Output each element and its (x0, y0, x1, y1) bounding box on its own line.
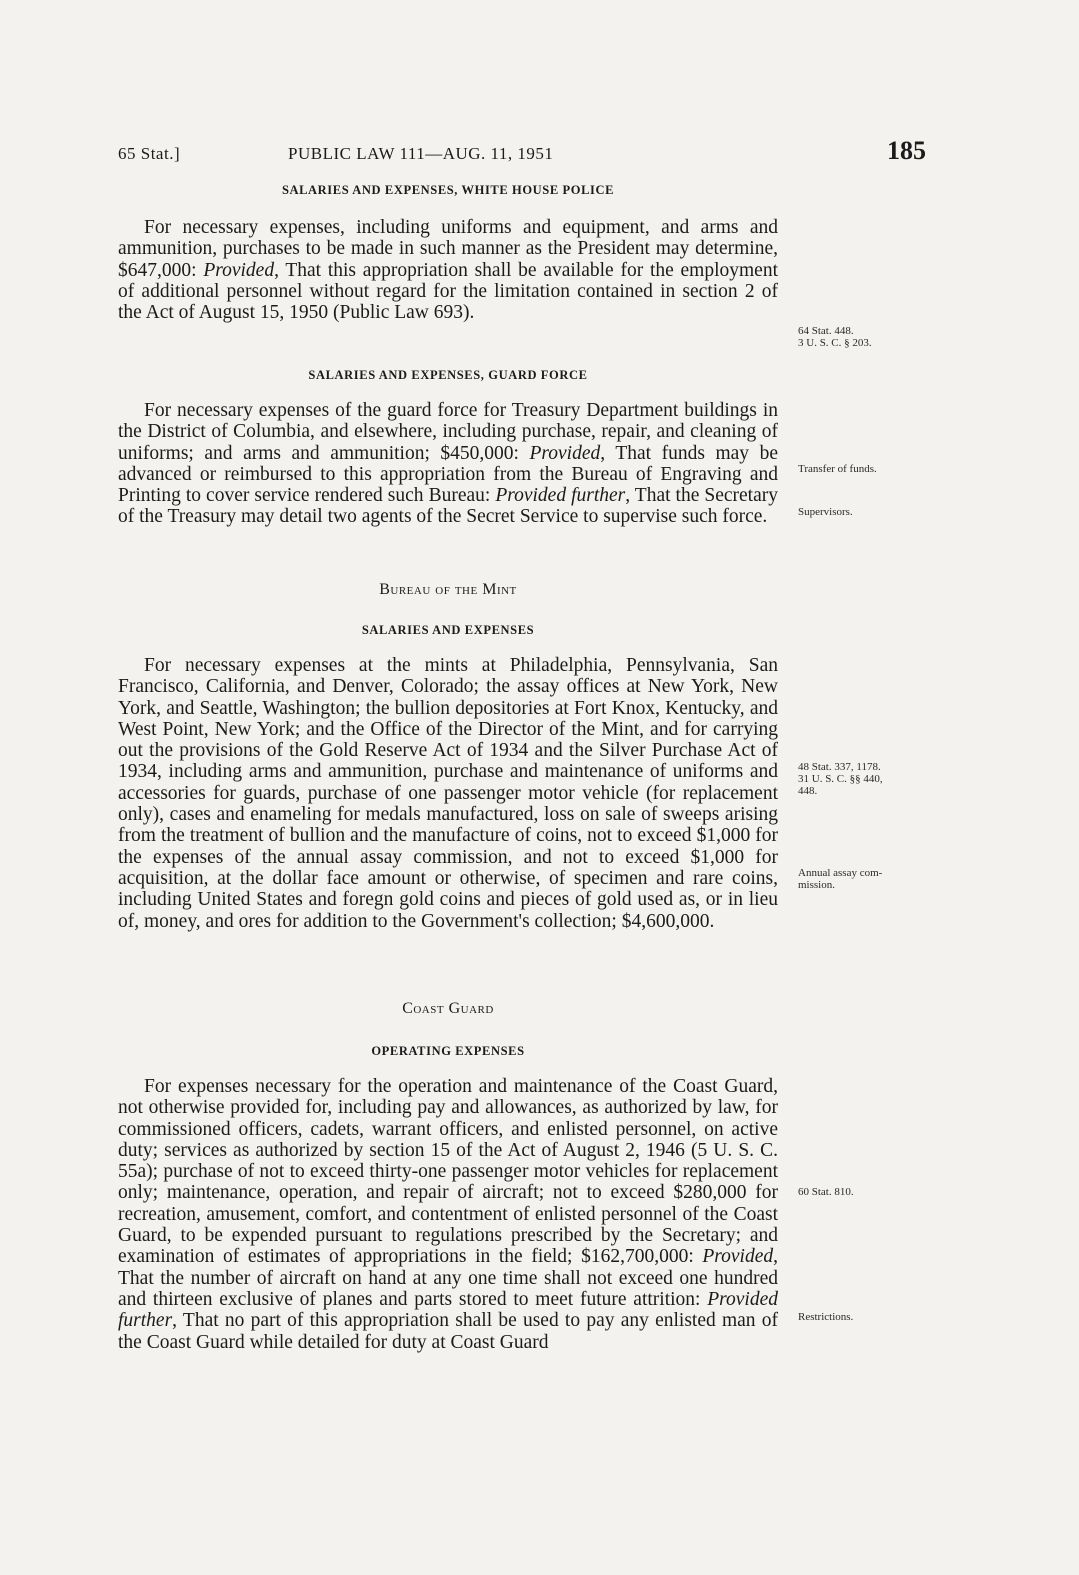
text-run: , That the Secretary of the Treasury may detail two agents of the Secret Service to supervise such force. (118, 485, 778, 528)
margin-note-statute-ref-coast-guard: 60 Stat. 810. (798, 1186, 854, 1198)
section-heading-bureau-of-the-mint: Bureau of the Mint (379, 581, 517, 598)
text-run: , That no part of this appropriation shall be used to pay any enlisted man of the Coast Guard while detailed for duty at Coast Guard (118, 1310, 778, 1353)
text-run: For expenses necessary for the operation and maintenance of the Coast Guard, not otherwise provided for, including pay and allowances, as authorized by law, for commissioned officers, cadets, warrant officers, and enlisted personnel, on active duty; services as authorized by section 15 of the Act of August 2, 1946 (5 U. S. C. 55a); purchase of not to exceed thirty-one passenger motor vehicles for replacement only; maintenance, operation, and repair of aircraft; not to exceed $280,000 for recreation, amusement, comfort, and contentment of enlisted personnel of the Coast Guard, to be expended pursuant to regulations prescribed by the Secretary; and examination of estimates of appropriations in the field; $162,700,000: (118, 1076, 778, 1268)
paragraph-mint (118, 655, 778, 932)
margin-note-restrictions: Restrictions. (798, 1311, 854, 1323)
italic-run: Provided (702, 1246, 774, 1268)
note-line: 48 Stat. 337, 1178. (798, 761, 881, 773)
text-run: For necessary expenses, including uniforms and equipment, and arms and ammunition, purchases to be made in such manner as the President may determine, $647,000: (118, 217, 778, 281)
text-run: For necessary expenses of the guard force for Treasury Department buildings in the District of Columbia, and elsewhere, including purchase, repair, and cleaning of uniforms; and arms and ammunition; $450,000: (118, 400, 778, 464)
margin-note-supervisors: Supervisors. (798, 506, 853, 518)
text-run: , That funds may be advanced or reimbursed to this appropriation from the Bureau of Engraving and Printing to cover service rendered such Bureau: (118, 442, 778, 507)
section-heading-white-house-police: SALARIES AND EXPENSES, WHITE HOUSE POLICE (281, 183, 615, 197)
paragraph-coast-guard (118, 1076, 778, 1353)
italic-run: Provided further (495, 485, 626, 507)
note-line: 448. (798, 785, 818, 797)
volume-reference: 65 Stat.] (118, 144, 181, 163)
paragraph-guard-force (118, 400, 778, 528)
italic-run: Provided (529, 442, 601, 464)
section-heading-guard-force: SALARIES AND EXPENSES, GUARD FORCE (308, 368, 588, 382)
running-title: PUBLIC LAW 111—AUG. 11, 1951 (288, 144, 554, 163)
margin-note-statute-ref (798, 325, 938, 349)
note-line: mission. (798, 879, 835, 891)
note-line: 64 Stat. 448. (798, 325, 854, 337)
italic-run: Provided (203, 259, 275, 281)
margin-note-statute-ref-mint (798, 761, 938, 797)
text-run: , That this appropriation shall be available for the employment of additional personnel without regard for the limitation contained in section 2 of the Act of August 15, 1950 (Public Law 693). (118, 259, 779, 324)
note-line: 31 U. S. C. §§ 440, (798, 773, 883, 785)
subheading-operating-expenses: OPERATING EXPENSES (371, 1044, 525, 1058)
text-run: , That the number of aircraft on hand at any one time shall not exceed one hundred and thirteen exclusive of planes and parts stored to meet future attrition: (118, 1246, 778, 1310)
subheading-mint-salaries: SALARIES AND EXPENSES (361, 623, 535, 637)
margin-note-annual-assay (798, 867, 938, 891)
page-header (118, 136, 926, 176)
page-number: 185 (887, 136, 926, 165)
note-line: Annual assay com- (798, 867, 883, 879)
paragraph-white-house-police (118, 217, 778, 323)
text-run: For necessary expenses at the mints at Philadelphia, Pennsylvania, San Francisco, California, and Denver, Colorado; the assay offices at New York, New York, and Seattle, Washington; the bullion depositories at Fort Knox, Kentucky, and West Point, New York; and the Office of the Director of the Mint, and for carrying out the provisions of the Gold Reserve Act of 1934 and the Silver Purchase Act of 1934, including arms and ammunition, purchase and maintenance of uniforms and accessories for guards, purchase of one passenger motor vehicle (for replacement only), cases and enameling for medals manufactured, loss on sale of sweeps arising from the treatment of bullion and the manufacture of coins, not to exceed $1,000 for the expenses of the annual assay commission, and not to exceed $1,000 for acquisition, at the dollar face amount or otherwise, of specimen and rare coins, including United States and foregn gold coins and pieces of gold used as, or in lieu of, money, and ores for addition to the Government's collection; $4,600,000. (118, 655, 778, 932)
italic-run: Provided further (118, 1288, 778, 1332)
margin-note-transfer-of-funds: Transfer of funds. (798, 463, 877, 475)
note-line: 3 U. S. C. § 203. (798, 337, 872, 349)
section-heading-coast-guard: Coast Guard (402, 1000, 494, 1017)
